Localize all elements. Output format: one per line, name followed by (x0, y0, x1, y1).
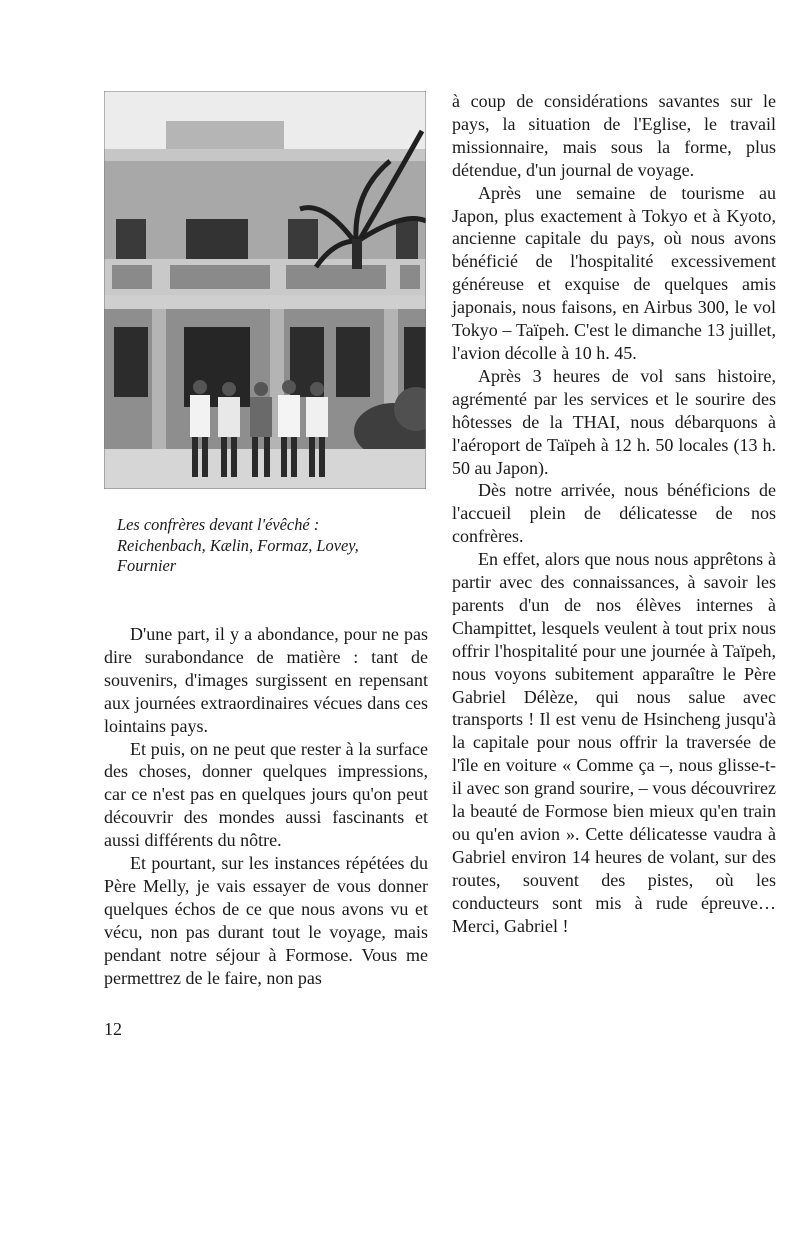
paragraph: En effet, alors que nous nous apprêtons à partir avec des connaissances, à savoir les parents d'un de nos élèves internes à Champittet, lesquels veulent à tout prix nous offrir l'hospitalité pour une journée à Taïpeh, nous voyons subitement apparaître le Père Gabriel Délèze, qui nous salue avec transports ! Il est venu de Hsincheng jusqu'à la capitale pour nous offrir la traversée de l'île en voiture « Comme ça –, nous glisse-t-il avec son grand sourire, – vous découvrirez la beauté de Formose bien mieux qu'en train ou qu'en avion ». Cette délicatesse vaudra à Gabriel environ 14 heures de volant, sur des routes, souvent des pistes, où les conducteurs sont mis à rude épreuve… Merci, Gabriel ! (452, 549, 776, 936)
paragraph-continuation: à coup de considérations savantes sur le pays, la situation de l'Eglise, le travail missionnaire, mais sous la forme, plus détendue, d'un journal de voyage. (452, 91, 776, 180)
paragraph: D'une part, il y a abondance, pour ne pas dire surabondance de matière : tant de souvenirs, d'images surgissent en repensant aux journées extraordinaires vécues dans ces lointains pays. (104, 624, 428, 736)
paragraph: Et pourtant, sur les instances répétées du Père Melly, je vais essayer de vous donner quelques échos de ce que nous avons vu et vécu, non pas durant tout le voyage, mais pendant notre séjour à Formose. Vous me permettrez de le faire, non pas (104, 853, 428, 988)
paragraph: Et puis, on ne peut que rester à la surface des choses, donner quelques impressions, car ce n'est pas en quelques jours qu'on peut découvrir des mondes aussi fascinants et aussi différents du nôtre. (104, 738, 428, 851)
paragraph: Après 3 heures de vol sans histoire, agrémenté par les services et le sourire des hôtesses de la THAI, nous débarquons à l'aéroport de Taïpeh à 12 h. 50 locales (13 h. 50 au Japon). (452, 365, 776, 478)
paragraph: Dès notre arrivée, nous bénéficions de l'accueil plein de délicatesse de nos confrères. (452, 480, 776, 547)
paragraph: Après une semaine de tourisme au Japon, plus exactement à Tokyo et à Kyoto, ancienne capitale du pays, où nous avons bénéficié de l'hospitalité excessivement généreuse et exquise de quelques amis japonais, nous faisons, en Airbus 300, le vol Tokyo – Taïpeh. C'est le dimanche 13 juillet, l'avion décolle à 10 h. 45. (452, 182, 776, 363)
caption-line: Reichenbach, Kælin, Formaz, Lovey, (117, 535, 359, 555)
left-column (104, 623, 428, 990)
photo-bishopric-icon (104, 91, 426, 489)
caption-line: Fournier (117, 556, 177, 575)
photo-bishopric (104, 91, 426, 489)
page-number: 12 (104, 1019, 122, 1039)
caption-line: Les confrères devant l'évêché : (117, 515, 320, 534)
photo-caption (117, 515, 417, 577)
right-column (452, 90, 776, 938)
